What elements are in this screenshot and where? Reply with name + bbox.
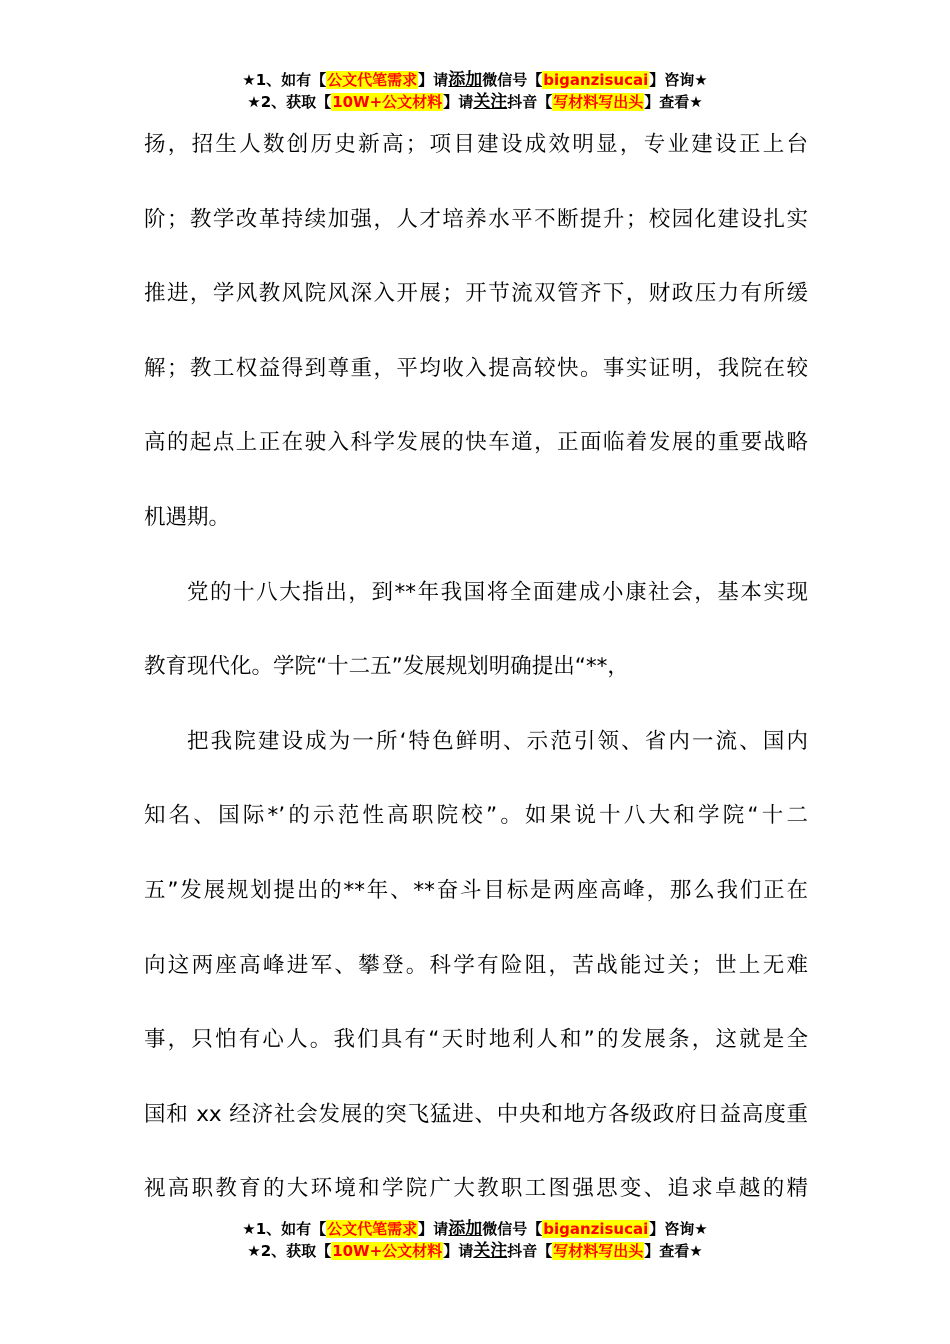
body-line: 把我院建设成为一所‘特色鲜明、示范引领、省内一流、国内 (187, 728, 808, 754)
banner-highlight-service: 公文代笔需求 (327, 71, 418, 89)
banner-highlight-douyin: 写材料写出头 (553, 1242, 644, 1260)
banner-text: 微信号【 (482, 1220, 543, 1238)
banner-text: 】查看★ (644, 93, 703, 111)
banner-highlight-wechat: biganzisucai (543, 71, 649, 89)
banner-text: ★1、如有【 (242, 71, 327, 89)
body-line: 视高职教育的大环境和学院广大教职工图强思变、追求卓越的精 (144, 1176, 808, 1202)
body-line: 推进，学风教风院风深入开展；开节流双管齐下，财政压力有所缓 (144, 281, 808, 307)
body-line: 高的起点上正在驶入科学发展的快车道，正面临着发展的重要战略 (144, 430, 808, 456)
banner-line-1 (0, 1218, 950, 1240)
banner-text: 】请 (443, 93, 474, 111)
banner-highlight-douyin: 写材料写出头 (553, 93, 644, 111)
banner-text: 微信号【 (482, 71, 543, 89)
document-body (144, 108, 808, 1227)
body-line: 向这两座高峰进军、攀登。科学有险阻，苦战能过关；世上无难 (144, 952, 808, 978)
banner-text: 】查看★ (644, 1242, 703, 1260)
body-line: 扬，招生人数创历史新高；项目建设成效明显，专业建设正上台 (144, 132, 808, 157)
banner-text: 】咨询★ (649, 1220, 708, 1238)
body-line: 阶；教学改革持续加强，人才培养水平不断提升；校园化建设扎实 (144, 206, 808, 232)
banner-underline-follow: 关注 (473, 92, 508, 112)
banner-underline-follow: 关注 (473, 1241, 508, 1261)
banner-text: 】请 (418, 71, 449, 89)
banner-text: ★2、获取【 (247, 93, 332, 111)
banner-text: ★2、获取【 (247, 1242, 332, 1260)
banner-underline-add: 添加 (448, 70, 483, 90)
banner-text: 】请 (443, 1242, 474, 1260)
body-line: 解；教工权益得到尊重，平均收入提高较快。事实证明，我院在较 (144, 355, 808, 381)
footer-banner (0, 1218, 950, 1262)
banner-highlight-materials: 10W+公文材料 (332, 1242, 443, 1260)
banner-text: 抖音【 (507, 1242, 553, 1260)
body-line: 国和 xx 经济社会发展的突飞猛进、中央和地方各级政府日益高度重 (144, 1101, 808, 1127)
body-line: 知名、国际*’的示范性高职院校”。如果说十八大和学院“十二 (144, 803, 808, 829)
banner-highlight-service: 公文代笔需求 (327, 1220, 418, 1238)
banner-line-1 (0, 69, 950, 91)
banner-text: 】请 (418, 1220, 449, 1238)
header-banner (0, 69, 950, 113)
body-line: 教育现代化。学院“十二五”发展规划明确提出“**， (144, 654, 629, 680)
body-line: 事，只怕有心人。我们具有“天时地利人和”的发展条，这就是全 (144, 1027, 808, 1053)
body-line: 机遇期。 (144, 504, 231, 530)
banner-text: ★1、如有【 (242, 1220, 327, 1238)
body-line: 党的十八大指出，到**年我国将全面建成小康社会，基本实现 (187, 579, 808, 605)
body-line: 五”发展规划提出的**年、**奋斗目标是两座高峰，那么我们正在 (144, 877, 808, 903)
banner-line-2 (0, 1240, 950, 1262)
banner-highlight-materials: 10W+公文材料 (332, 93, 443, 111)
banner-highlight-wechat: biganzisucai (543, 1220, 649, 1238)
banner-underline-add: 添加 (448, 1219, 483, 1239)
banner-text: 】咨询★ (649, 71, 708, 89)
banner-text: 抖音【 (507, 93, 553, 111)
